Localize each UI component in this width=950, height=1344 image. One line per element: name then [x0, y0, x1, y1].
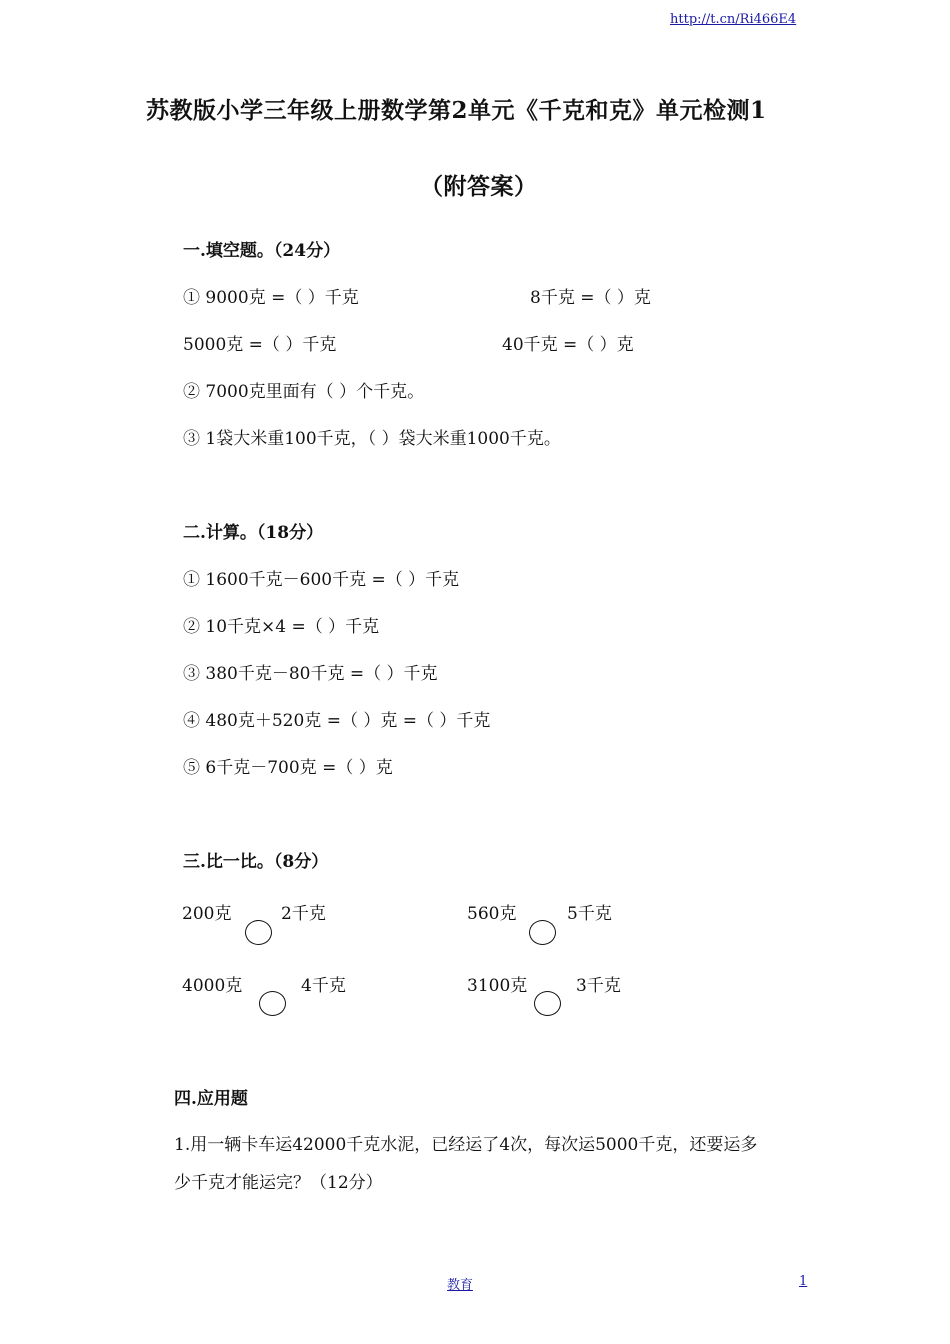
compare-circle-2[interactable] [529, 920, 556, 945]
section1-heading: 一.填空题。（24分） [183, 241, 341, 261]
compare-pair4-right: 3千克 [576, 976, 621, 996]
section4-q1-line2: 少千克才能运完？（12分） [174, 1173, 383, 1193]
header-url-link[interactable]: http://t.cn/Ri466E4 [670, 12, 797, 27]
section2-heading: 二.计算。（18分） [183, 523, 324, 543]
section4-q1-line1: 1.用一辆卡车运42000千克水泥，已经运了4次，每次运5000千克，还要运多 [174, 1135, 758, 1155]
compare-pair4-left: 3100克 [467, 976, 528, 996]
section2-item-1: ① 1600千克－600千克 =（ ）千克 [183, 570, 460, 590]
section2-item-2: ② 10千克×4 =（ ）千克 [183, 617, 380, 637]
section1-q1d: 40千克 =（ ）克 [502, 335, 634, 355]
section4-heading: 四.应用题 [174, 1089, 248, 1109]
section1-q3: ③ 1袋大米重100千克，（ ）袋大米重1000千克。 [183, 429, 561, 449]
section2-item-3: ③ 380千克－80千克 =（ ）千克 [183, 664, 438, 684]
compare-pair3-right: 4千克 [301, 976, 346, 996]
section1-q1a: ① 9000克 =（ ）千克 [183, 288, 359, 308]
section3-heading: 三.比一比。（8分） [183, 852, 329, 872]
section1-q1b: 8千克 =（ ）克 [530, 288, 651, 308]
compare-circle-4[interactable] [534, 991, 561, 1016]
compare-circle-1[interactable] [245, 920, 272, 945]
compare-pair2-right: 5千克 [567, 904, 612, 924]
section1-q2: ② 7000克里面有（ ）个千克。 [183, 382, 425, 402]
footer-link[interactable]: 教育 [447, 1278, 474, 1293]
section2-item-5: ⑤ 6千克－700克 =（ ）克 [183, 758, 393, 778]
section2-item-4: ④ 480克＋520克 =（ ）克 =（ ）千克 [183, 711, 491, 731]
page-title-line2: （附答案） [420, 173, 538, 200]
compare-pair1-right: 2千克 [281, 904, 326, 924]
compare-circle-3[interactable] [259, 991, 286, 1016]
page-title-line1: 苏教版小学三年级上册数学第2单元《千克和克》单元检测1 [146, 97, 767, 124]
section1-q1c: 5000克 =（ ）千克 [183, 335, 337, 355]
compare-pair1-left: 200克 [182, 904, 232, 924]
compare-pair2-left: 560克 [467, 904, 517, 924]
page-number: 1 [799, 1274, 808, 1289]
compare-pair3-left: 4000克 [182, 976, 243, 996]
